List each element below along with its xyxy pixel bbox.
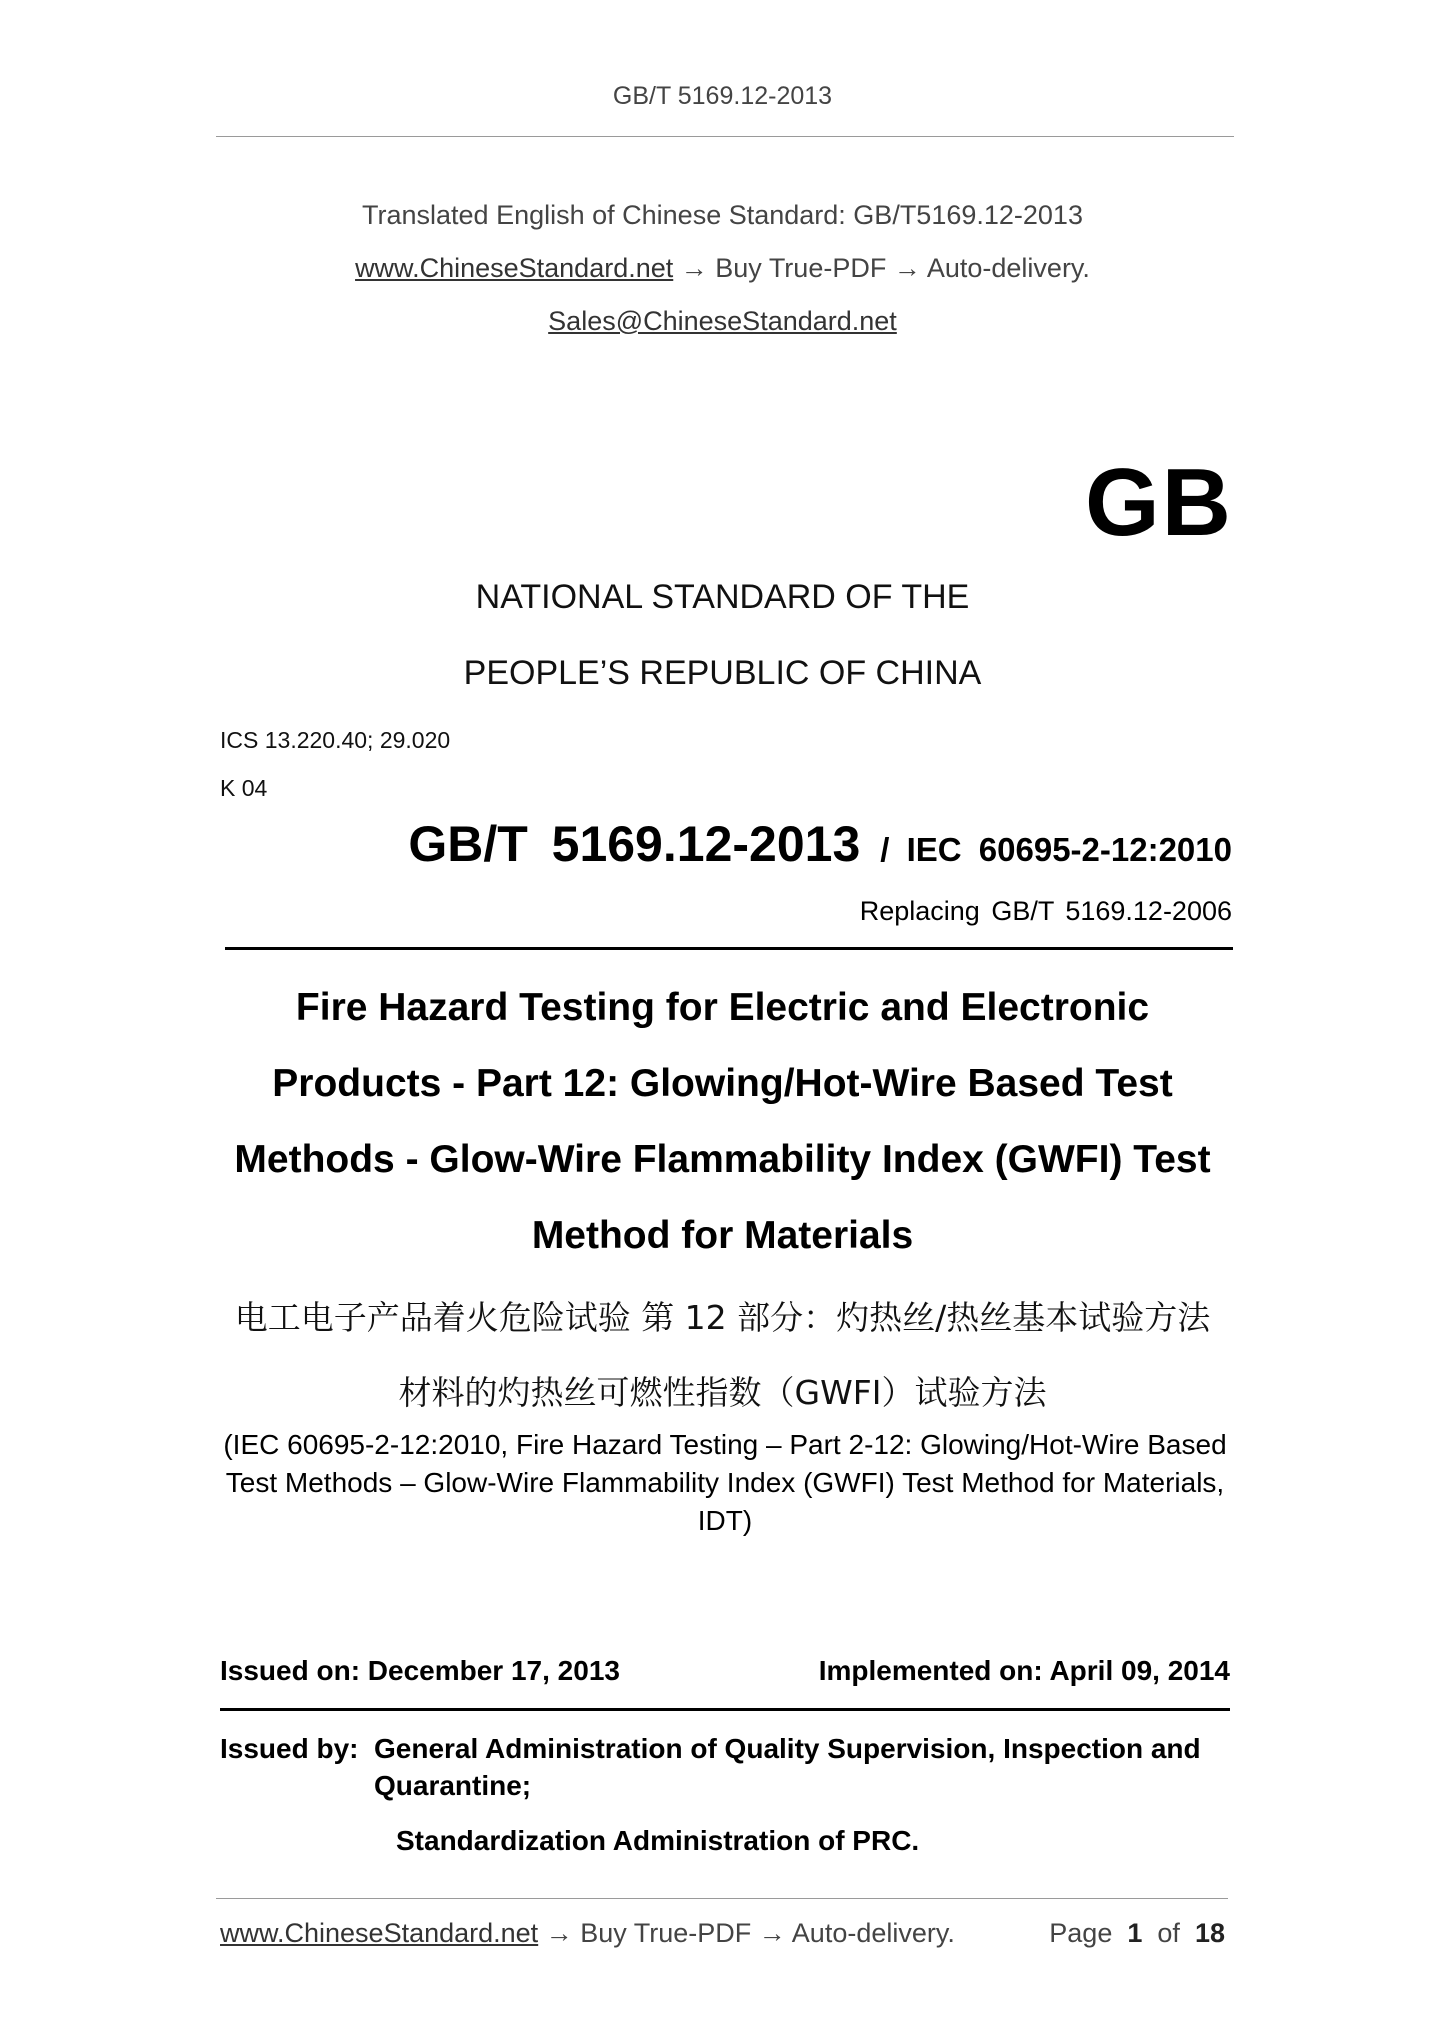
page-indicator <box>1049 1918 1225 1949</box>
iec-reference-note: (IEC 60695-2-12:2010, Fire Hazard Testing – Part 2-12: Glowing/Hot-Wire Based Test Methods – Glow-Wire Flammability Index (GWFI) Test Method for Materials, IDT) <box>223 1429 1227 1536</box>
dates-divider <box>220 1708 1230 1711</box>
iec-equivalent-number: / IEC 60695-2-12:2010 <box>880 831 1232 868</box>
arrow-right-icon: → <box>758 1918 786 1948</box>
page-footer <box>220 1918 1225 1949</box>
arrow-right-icon: → <box>680 253 708 283</box>
delivery-text: Auto-delivery. <box>926 253 1090 283</box>
issuing-authority-1: General Administration of Quality Supervision, Inspection and Quarantine; <box>374 1733 1201 1801</box>
page-label: Page <box>1049 1918 1113 1948</box>
issuing-authority-2: Standardization Administration of PRC. <box>396 1825 920 1856</box>
title-line-2: Products - Part 12: Glowing/Hot-Wire Based Test <box>272 1062 1173 1105</box>
page-current: 1 <box>1127 1918 1143 1948</box>
footer-delivery-text: Auto-delivery. <box>791 1918 955 1948</box>
implemented-on-date: Implemented on: April 09, 2014 <box>818 1655 1230 1686</box>
site-link[interactable]: www.ChineseStandard.net <box>355 253 674 283</box>
footer-purchase-notice <box>220 1918 955 1949</box>
buy-text: Buy True-PDF <box>715 253 887 283</box>
issued-by-label: Issued by: <box>220 1733 359 1764</box>
title-line-4: Method for Materials <box>531 1214 914 1257</box>
national-standard-line-2: PEOPLE’S REPUBLIC OF CHINA <box>463 654 982 692</box>
title-divider <box>225 947 1233 950</box>
purchase-notice <box>0 253 1445 284</box>
gb-logo: GB <box>1085 449 1233 556</box>
standard-number: GB/T 5169.12-2013 <box>408 816 861 872</box>
chinese-title-line-1: 电工电子产品着火危险试验 第 12 部分：灼热丝/热丝基本试验方法 <box>234 1298 1211 1337</box>
translation-notice: Translated English of Chinese Standard: GB/T5169.12-2013 <box>362 200 1083 230</box>
national-standard-line-1: NATIONAL STANDARD OF THE <box>475 578 970 616</box>
dates-row <box>220 1655 1230 1687</box>
email-link[interactable]: Sales@ChineseStandard.net <box>548 306 897 336</box>
email-row <box>0 306 1445 337</box>
ics-code: ICS 13.220.40; 29.020 <box>220 727 451 753</box>
footer-divider <box>216 1898 1228 1899</box>
arrow-right-icon: → <box>545 1918 573 1948</box>
footer-buy-text: Buy True-PDF <box>580 1918 752 1948</box>
title-line-1: Fire Hazard Testing for Electric and Electronic <box>295 986 1150 1029</box>
chinese-title-line-2: 材料的灼热丝可燃性指数（GWFI）试验方法 <box>398 1373 1047 1412</box>
standard-number-row <box>408 815 1232 873</box>
footer-site-link[interactable]: www.ChineseStandard.net <box>220 1918 539 1948</box>
ccs-code: K 04 <box>220 775 268 801</box>
title-line-3: Methods - Glow-Wire Flammability Index (GWFI) Test <box>234 1138 1211 1181</box>
replacing-note: Replacing GB/T 5169.12-2006 <box>859 896 1232 926</box>
running-header: GB/T 5169.12-2013 <box>612 82 833 110</box>
page-total: 18 <box>1194 1918 1225 1948</box>
arrow-right-icon: → <box>893 253 921 283</box>
issued-on-date: Issued on: December 17, 2013 <box>220 1655 620 1686</box>
page-of-label: of <box>1157 1918 1180 1948</box>
header-divider <box>216 136 1234 137</box>
